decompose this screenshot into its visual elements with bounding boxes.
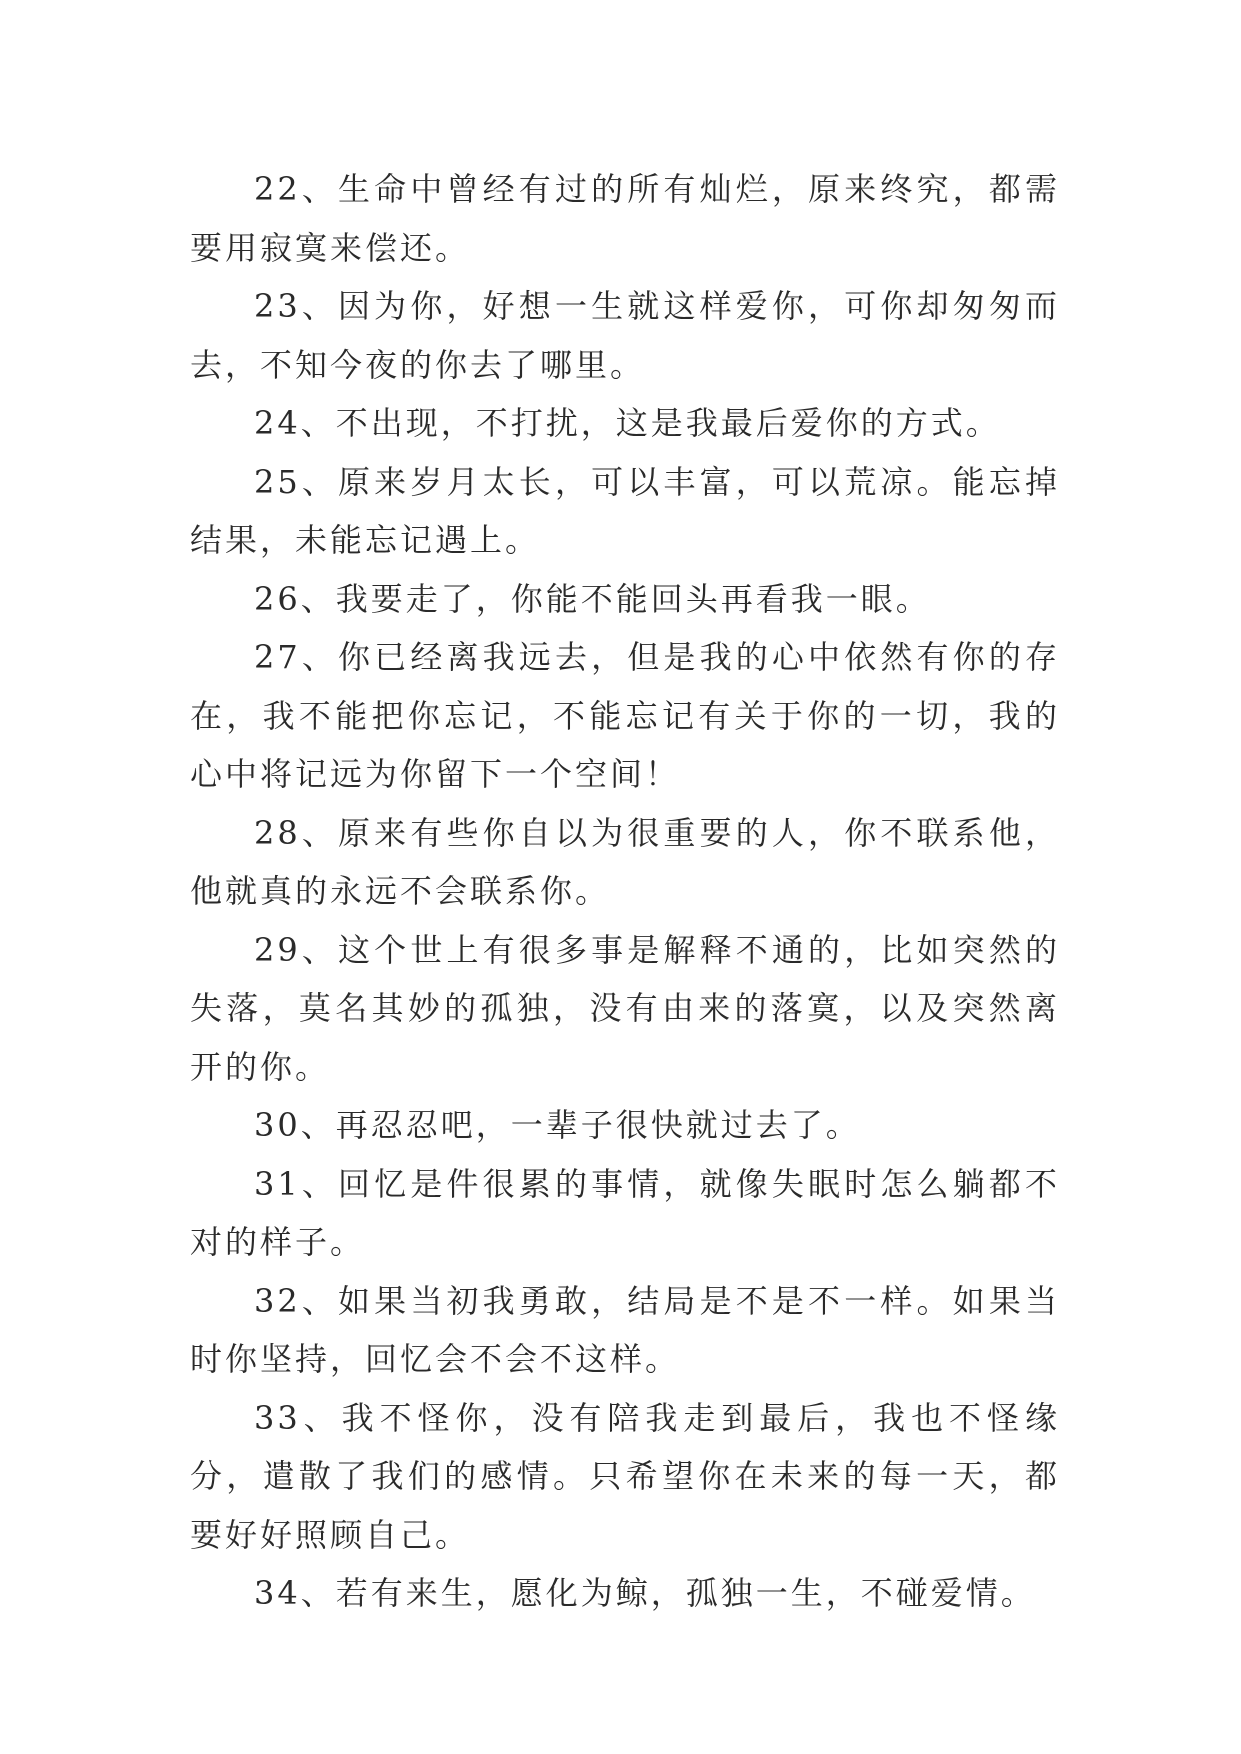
paragraph-26: 26、我要走了，你能不能回头再看我一眼。 xyxy=(254,579,931,618)
paragraph-33: 33、我不怪你，没有陪我走到最后，我也不怪缘分，遣散了我们的感情。只希望你在未来的每一天，都要好好照顾自己。 xyxy=(190,1398,1060,1554)
paragraph-29: 29、这个世上有很多事是解释不通的，比如突然的失落，莫名其妙的孤独，没有由来的落寞，以及突然离开的你。 xyxy=(190,930,1060,1086)
paragraph-27: 27、你已经离我远去，但是我的心中依然有你的存在，我不能把你忘记，不能忘记有关于你的一切，我的心中将记远为你留下一个空间！ xyxy=(190,638,1060,793)
paragraph-31: 31、回忆是件很累的事情，就像失眠时怎么躺都不对的样子。 xyxy=(190,1164,1060,1261)
paragraph-25: 25、原来岁月太长，可以丰富，可以荒凉。能忘掉结果，未能忘记遇上。 xyxy=(190,462,1060,559)
document-body xyxy=(190,160,1060,1623)
paragraph-23: 23、因为你，好想一生就这样爱你，可你却匆匆而去，不知今夜的你去了哪里。 xyxy=(190,287,1060,384)
paragraph-30: 30、再忍忍吧，一辈子很快就过去了。 xyxy=(254,1106,861,1144)
paragraph-24: 24、不出现，不打扰，这是我最后爱你的方式。 xyxy=(254,404,1001,442)
paragraph-22: 22、生命中曾经有过的所有灿烂，原来终究，都需要用寂寞来偿还。 xyxy=(190,170,1060,267)
paragraph-32: 32、如果当初我勇敢，结局是不是不一样。如果当时你坚持，回忆会不会不这样。 xyxy=(190,1281,1060,1378)
paragraph-34: 34、若有来生，愿化为鲸，孤独一生，不碰爱情。 xyxy=(254,1574,1036,1612)
paragraph-28: 28、原来有些你自以为很重要的人，你不联系他，他就真的永远不会联系你。 xyxy=(190,813,1060,910)
